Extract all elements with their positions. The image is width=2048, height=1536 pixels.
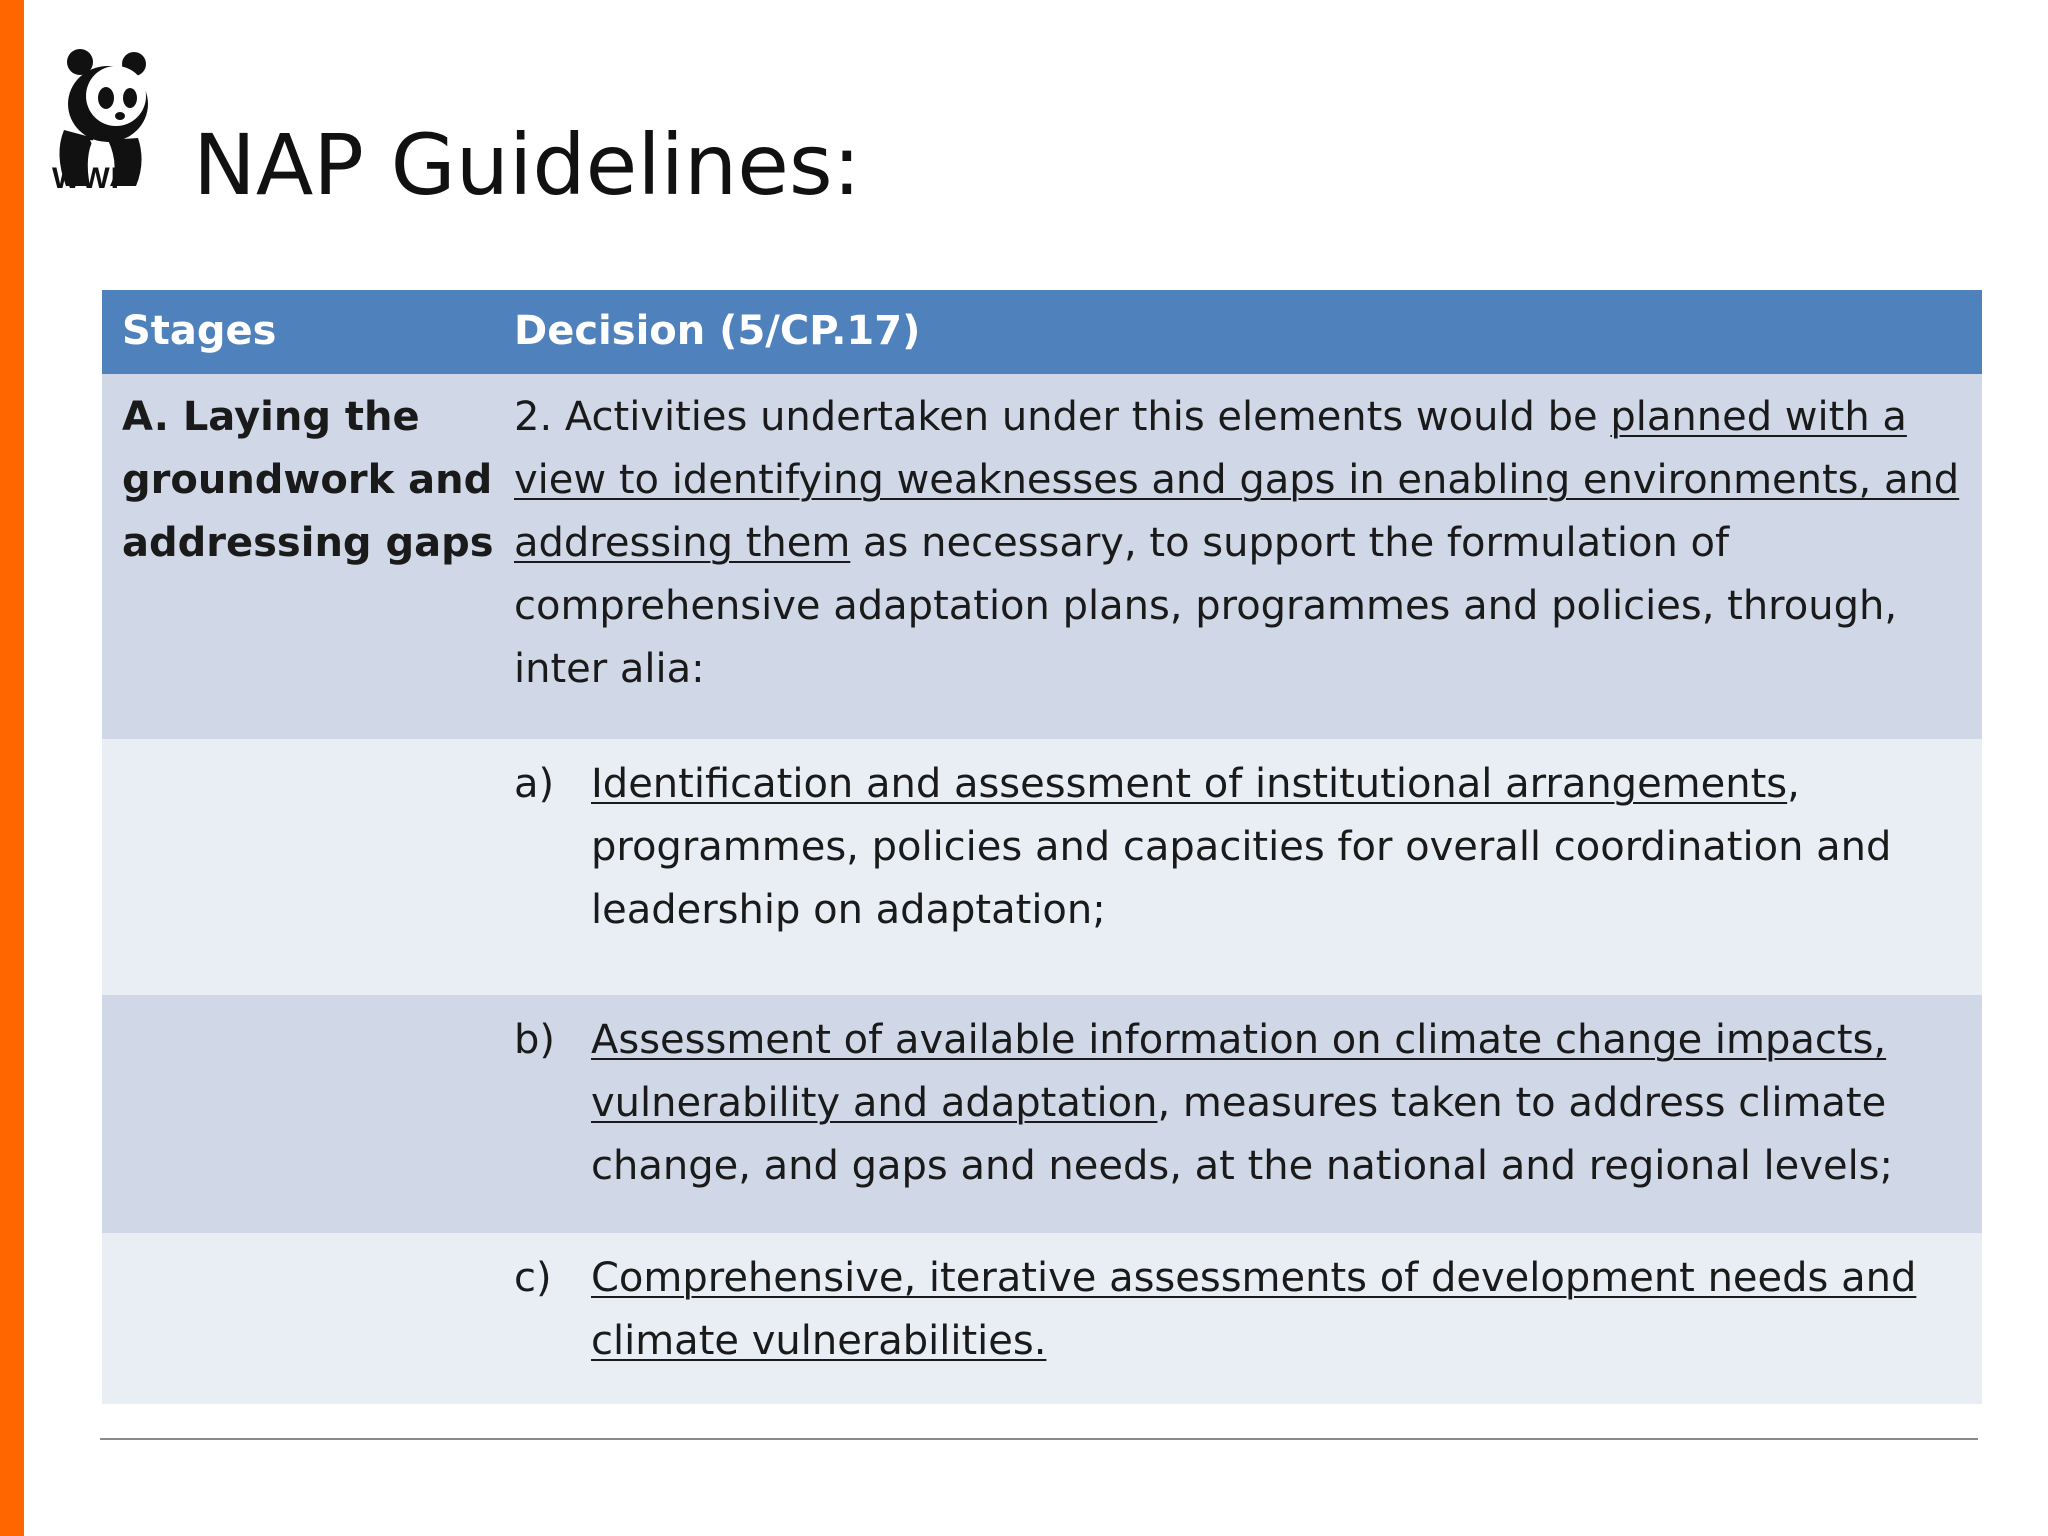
slide-title: NAP Guidelines: xyxy=(193,116,861,214)
decision-cell xyxy=(514,374,1982,739)
stage-cell-empty xyxy=(102,739,514,995)
nap-guidelines-table xyxy=(102,290,1982,1404)
stage-cell-empty xyxy=(102,1233,514,1404)
wwf-wordmark: WWF xyxy=(52,162,130,195)
table-row xyxy=(102,995,1982,1233)
item-marker: a) xyxy=(514,761,555,807)
decision-cell xyxy=(514,995,1982,1233)
item-marker: b) xyxy=(514,1017,555,1063)
header-decision: Decision (5/CP.17) xyxy=(514,290,1982,374)
intro-underlined: planned with a view to identifying weaknesses and gaps in enabling environments, and addressing them xyxy=(514,394,1960,566)
stage-label: A. Laying the groundwork and addressing gaps xyxy=(122,394,494,566)
list-item xyxy=(514,739,1962,942)
footer-divider xyxy=(100,1438,1978,1440)
accent-bar xyxy=(0,0,24,1536)
item-underlined: Assessment of available information on climate change impacts, vulnerability and adaptation xyxy=(591,1017,1887,1126)
decision-cell xyxy=(514,1233,1982,1404)
item-underlined: Identification and assessment of institutional arrangements xyxy=(591,761,1788,807)
list-item xyxy=(514,995,1962,1198)
item-body xyxy=(591,1247,1962,1373)
header-stages: Stages xyxy=(102,290,514,374)
intro-text: 2. Activities undertaken under this elements would be xyxy=(514,394,1611,440)
item-text: , measures taken to address climate change, and gaps and needs, at the national and regional levels; xyxy=(591,1080,1893,1189)
item-marker: c) xyxy=(514,1255,552,1301)
stage-cell-empty xyxy=(102,995,514,1233)
intro-text-end: as necessary, to support the formulation of comprehensive adaptation plans, programmes and policies, through, inter alia: xyxy=(514,520,1898,692)
item-underlined: Comprehensive, iterative assessments of development needs and climate vulnerabilities. xyxy=(591,1255,1917,1364)
decision-intro xyxy=(514,374,1962,701)
table-header-row xyxy=(102,290,1982,374)
decision-cell xyxy=(514,739,1982,995)
item-body xyxy=(591,1009,1962,1198)
list-item xyxy=(514,1233,1962,1373)
stage-cell xyxy=(102,374,514,739)
table-row xyxy=(102,374,1982,739)
table-row xyxy=(102,1233,1982,1404)
item-text: , programmes, policies and capacities for overall coordination and leadership on adaptation; xyxy=(591,761,1892,933)
table-row xyxy=(102,739,1982,995)
item-body xyxy=(591,753,1962,942)
